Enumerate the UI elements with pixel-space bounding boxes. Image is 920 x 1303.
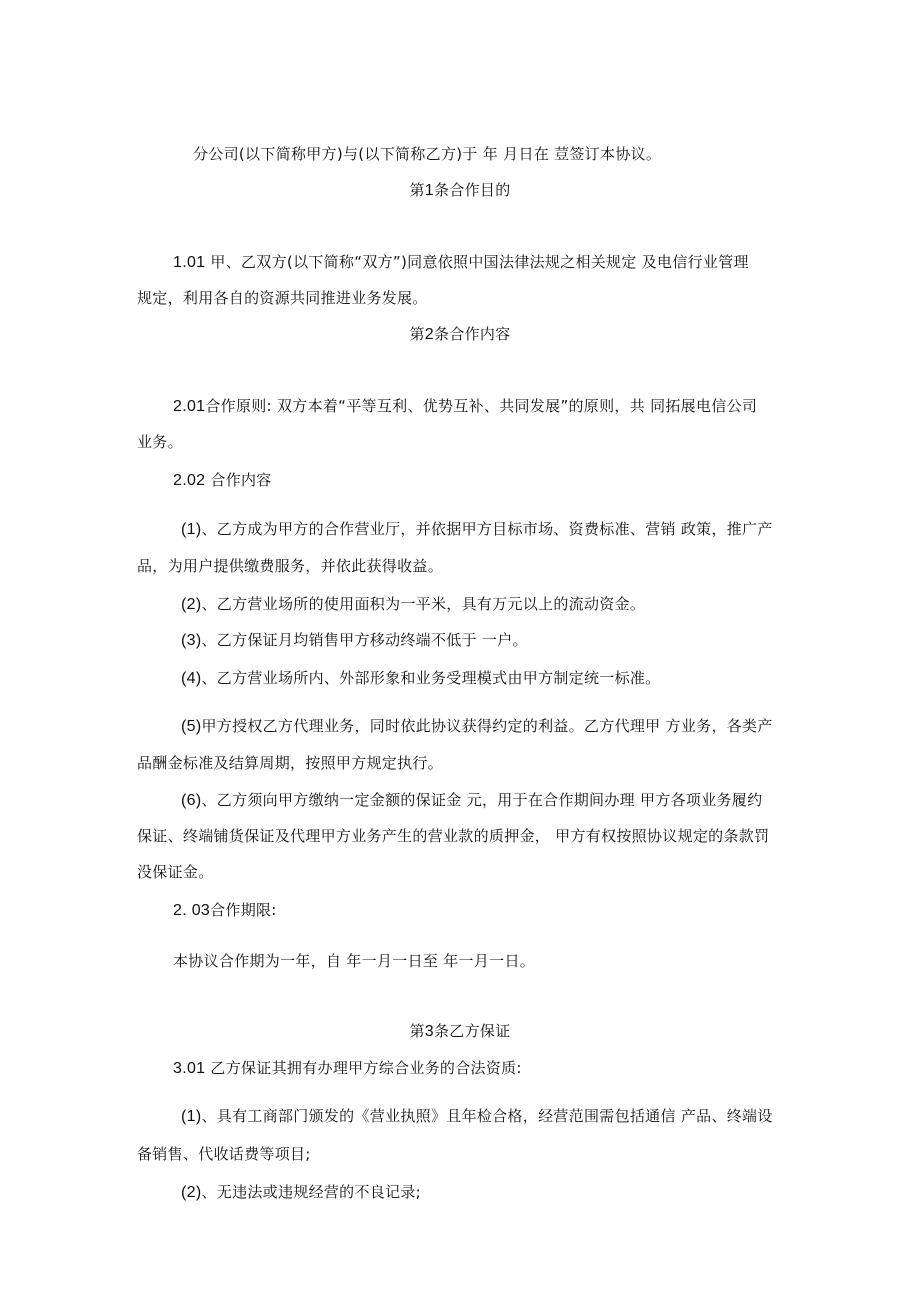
item-2-6-line-2: 保证、终端铺货保证及代理甲方业务产生的营业款的质押金， 甲方有权按照协议规定的条款罚 <box>137 827 770 845</box>
item-2-2 <box>181 593 645 616</box>
item-number: (5) <box>181 718 202 735</box>
heading-prefix: 第 <box>409 325 425 343</box>
item-2-5-line-2: 品酬金标准及结算周期，按照甲方规定执行。 <box>137 754 444 772</box>
item-text: 甲方授权乙方代理业务，同时依此协议获得约定的利益。乙方代理甲 方业务，各类产 <box>201 717 773 735</box>
heading-text: 条乙方保证 <box>434 1022 511 1040</box>
heading-text: 条合作内容 <box>434 325 511 343</box>
item-number: (6) <box>181 792 202 809</box>
item-text: 、具有工商部门颁发的《营业执照》且年检合格，经营范围需包括通信 产品、终端设 <box>201 1107 773 1125</box>
clause-3-01 <box>173 1057 522 1080</box>
clause-2-01-line-2: 业务。 <box>137 433 183 451</box>
heading-prefix: 第 <box>409 1022 425 1040</box>
clause-2-01-line-1 <box>173 395 757 418</box>
clause-2-02 <box>173 469 272 492</box>
term-paragraph: 本协议合作期为一年，自 年一月一日至 年一月一日。 <box>173 952 536 970</box>
article-2-heading <box>0 323 920 346</box>
item-text: 、无违法或违规经营的不良记录; <box>201 1183 422 1201</box>
item-text: 、乙方须向甲方缴纳一定金额的保证金 元，用于在合作期间办理 甲方各项业务履约 <box>201 791 763 809</box>
clause-text: 乙方保证其拥有办理甲方综合业务的合法资质: <box>205 1059 522 1077</box>
clause-text: 甲、乙双方(以下简称“双方”)同意依照中国法律法规之相关规定 及电信行业管理 <box>205 253 749 271</box>
clause-text: 合作原则: 双方本着“平等互利、优势互补、共同发展”的原则，共 同拓展电信公司 <box>205 397 758 415</box>
item-2-6-line-3: 没保证金。 <box>137 863 214 881</box>
clause-2-03 <box>173 899 277 922</box>
item-text: 、乙方营业场所的使用面积为一平米，具有万元以上的流动资金。 <box>201 595 646 613</box>
clause-text: 合作期限: <box>210 901 277 919</box>
clause-number: 2. 03 <box>173 902 211 919</box>
item-number: (1) <box>181 521 202 538</box>
clause-number: 2.01 <box>173 398 206 415</box>
item-2-1-line-2: 品，为用户提供缴费服务，并依此获得收益。 <box>137 557 444 575</box>
item-2-5-line-1 <box>181 715 773 738</box>
item-text: 、乙方成为甲方的合作营业厅，并依据甲方目标市场、资费标准、营销 政策，推广产 <box>201 520 773 538</box>
item-3-2 <box>181 1181 421 1204</box>
item-3-1-line-2: 备销售、代收话费等项目; <box>137 1145 311 1163</box>
clause-number: 1.01 <box>173 254 206 271</box>
item-number: (3) <box>181 632 202 649</box>
heading-number: 1 <box>424 182 434 199</box>
heading-text: 条合作目的 <box>434 181 511 199</box>
clause-1-01-line-1 <box>173 251 749 274</box>
heading-number: 2 <box>424 326 434 343</box>
item-text: 、乙方保证月均销售甲方移动终端不低于 一户。 <box>201 631 528 649</box>
item-number: (2) <box>181 1184 202 1201</box>
article-1-heading <box>0 179 920 202</box>
item-2-3 <box>181 629 528 652</box>
item-number: (1) <box>181 1108 202 1125</box>
item-2-6-line-1 <box>181 789 762 812</box>
item-text: 、乙方营业场所内、外部形象和业务受理模式由甲方制定统一标准。 <box>201 669 661 687</box>
clause-number: 2.02 <box>173 472 206 489</box>
heading-number: 3 <box>424 1023 434 1040</box>
clause-number: 3.01 <box>173 1060 206 1077</box>
intro-paragraph: 分公司(以下简称甲方)与(以下简称乙方)于 年 月日在 荳签订本协议。 <box>193 145 662 163</box>
heading-prefix: 第 <box>409 181 425 199</box>
item-2-1-line-1 <box>181 518 773 541</box>
item-number: (2) <box>181 596 202 613</box>
item-3-1-line-1 <box>181 1105 773 1128</box>
article-3-heading <box>0 1020 920 1043</box>
clause-1-01-line-2: 规定，利用各自的资源共同推进业务发展。 <box>137 289 428 307</box>
item-2-4 <box>181 667 660 690</box>
clause-text: 合作内容 <box>205 471 272 489</box>
item-number: (4) <box>181 670 202 687</box>
